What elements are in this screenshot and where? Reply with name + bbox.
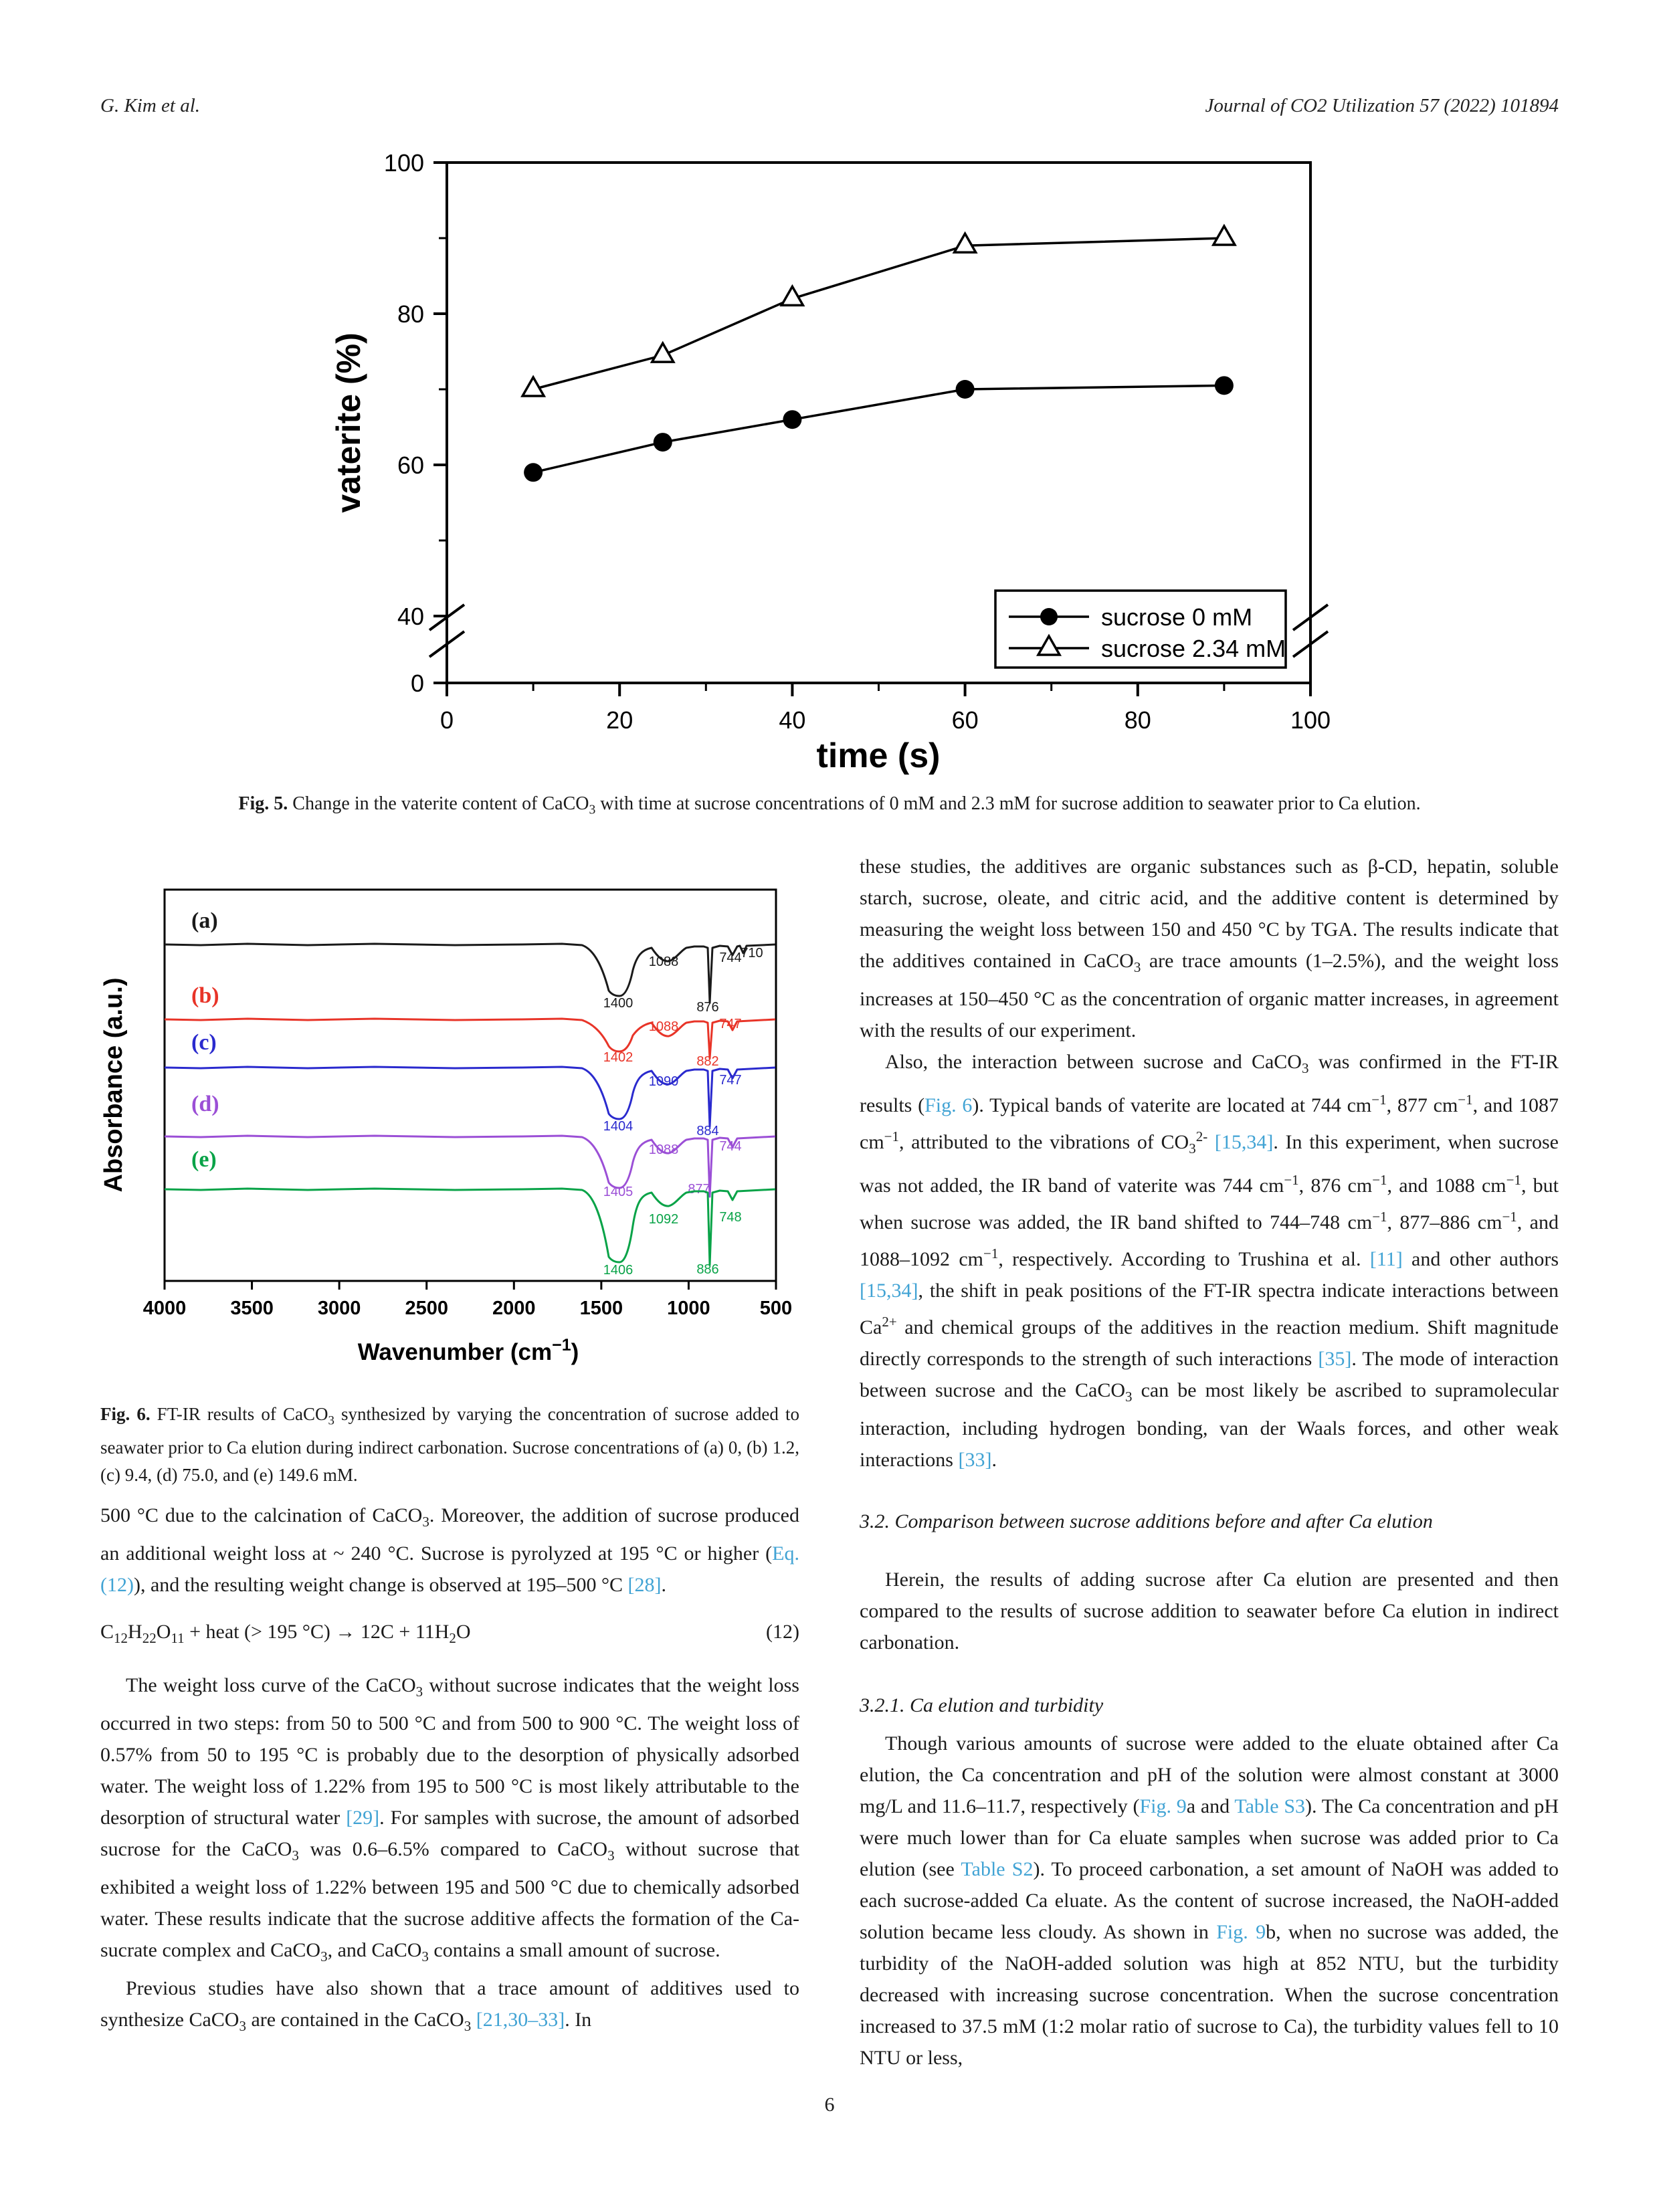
spectrum-curve	[165, 1019, 775, 1058]
x-tick-label: 80	[1124, 706, 1151, 734]
citation-link[interactable]: Fig. 9	[1139, 1795, 1187, 1817]
y-tick-label: 40	[397, 603, 424, 630]
spectrum-curve	[165, 944, 775, 1003]
peak-annotation: 1404	[603, 1119, 633, 1134]
peak-annotation: 876	[696, 1000, 719, 1015]
citation-link[interactable]: Table S3	[1234, 1795, 1306, 1817]
x-axis-title: Wavenumber $(cm^{-1})$	[357, 1336, 579, 1365]
x-tick-label: 2500	[405, 1298, 448, 1319]
citation-link[interactable]: Fig. 9	[1216, 1921, 1266, 1943]
page-number: 6	[824, 2094, 835, 2116]
peak-annotation: 1090	[648, 1074, 679, 1089]
left-paragraph-1: 500 °C due to the calcination of CaCO$_3$. Moreover, the addition of sucrose produced an additional weight loss at ~ 240 °C. Sucrose is pyrolyzed at 195 °C or higher (Eq. (12)), and the resulting weight change is observed at 195–500 °C [28].	[100, 1504, 799, 1596]
legend-label: sucrose 0 mM	[1101, 603, 1253, 631]
right-paragraph-1: these studies, the additives are organic substances such as β-CD, hepatin, soluble starch, sucrose, oleate, and citric acid, and the additive content is determined by measuring the weight loss between 150 and 450 °C by TGA. The results indicate that the additives contained in CaCO$_3$ are trace amounts (1–2.5%), and the weight loss increases at 150–450 °C as the concentration of organic matter increases, in agreement with the results of our experiment.	[860, 856, 1559, 1041]
x-tick-label: 1500	[579, 1298, 623, 1319]
x-axis-title: time (s)	[816, 736, 941, 775]
peak-annotation: 710	[741, 946, 763, 961]
x-tick-label: 500	[759, 1298, 793, 1319]
spectrum-curve	[165, 1067, 775, 1126]
peak-annotation: 882	[696, 1054, 719, 1069]
peak-annotation: 744	[719, 1139, 742, 1154]
y-tick-label: 0	[410, 670, 424, 697]
y-tick-label: 60	[397, 451, 424, 479]
left-paragraph-2: The weight loss curve of the CaCO$_3$ without sucrose indicates that the weight loss occurred in two steps: from 50 to 500 °C and from 500 to 900 °C. The weight loss of 0.57% from 50 to 195 °C is probably due to the desorption of physically adsorbed water. The weight loss of 1.22% from 195 to 500 °C is most likely attributable to the desorption of structural water [29]. For samples with sucrose, the amount of adsorbed sucrose for the CaCO$_3$ was 0.6–6.5% compared to CaCO$_3$ without sucrose that exhibited a weight loss of 1.22% between 195 and 500 °C due to chemically adsorbed water. These results indicate that the sucrose additive affects the formation of the Ca-sucrate complex and CaCO$_3$, and CaCO$_3$ contains a small amount of sucrose.	[100, 1674, 799, 1965]
equation-number: (12)	[766, 1621, 799, 1643]
y-tick-label: 100	[383, 149, 424, 177]
equation-12	[100, 1621, 799, 1647]
peak-annotation: 1402	[603, 1050, 633, 1065]
peak-annotation: 748	[719, 1210, 742, 1225]
legend-circle-marker	[1040, 608, 1058, 625]
citation-link[interactable]: [21,30–33]	[476, 2009, 565, 2031]
citation-link[interactable]: [35]	[1318, 1348, 1352, 1370]
peak-annotation: 1088	[648, 1142, 679, 1157]
citation-link[interactable]: [29]	[346, 1807, 380, 1829]
citation-link[interactable]: Fig. 6	[924, 1094, 973, 1116]
x-tick-label: 1000	[667, 1298, 710, 1319]
x-tick-label: 40	[779, 706, 806, 734]
spectrum-curve	[165, 1136, 775, 1197]
left-paragraph-3: Previous studies have also shown that a trace amount of additives used to synthesize CaCO$_3$ are contained in the CaCO$_3$ [21,30–33]. In	[100, 1977, 799, 2034]
series-line	[533, 238, 1224, 389]
spectrum-letter-label: (b)	[191, 983, 219, 1008]
peak-annotation: 747	[719, 1017, 742, 1031]
header-authors: G. Kim et al.	[100, 95, 201, 116]
spectrum-curve	[165, 1189, 775, 1265]
y-axis-title: vaterite (%)	[330, 332, 367, 513]
series-line	[533, 385, 1224, 472]
peak-annotation: 1406	[603, 1263, 633, 1278]
spectrum-letter-label: (e)	[191, 1147, 217, 1172]
citation-link[interactable]: [33]	[958, 1449, 992, 1471]
y-tick-label: 80	[397, 300, 424, 328]
section-heading-3-2: 3.2. Comparison between sucrose additions before and after Ca elution	[860, 1510, 1433, 1532]
citation-link[interactable]: [15,34]	[1214, 1131, 1274, 1153]
section-heading-3-2-1: 3.2.1. Ca elution and turbidity	[860, 1694, 1104, 1716]
peak-annotation: 744	[719, 950, 742, 965]
peak-annotation: 1088	[648, 1019, 679, 1034]
citation-link[interactable]: Eq. (12)	[100, 1542, 799, 1596]
triangle-marker	[1213, 226, 1235, 245]
citation-link[interactable]: [15,34]	[860, 1280, 918, 1302]
peak-annotation: 1092	[648, 1212, 679, 1227]
peak-annotation: 1405	[603, 1185, 633, 1199]
fig6-chart	[94, 876, 816, 1398]
spectrum-letter-label: (d)	[191, 1092, 219, 1116]
header-journal: Journal of CO2 Utilization 57 (2022) 101894	[1205, 95, 1559, 116]
x-tick-label: 3500	[230, 1298, 274, 1319]
peak-annotation: 884	[696, 1124, 719, 1138]
circle-marker	[654, 433, 672, 451]
triangle-marker	[955, 233, 976, 252]
spectrum-letter-label: (c)	[191, 1030, 217, 1055]
fig5-chart	[301, 130, 1345, 813]
x-tick-label: 0	[440, 706, 454, 734]
circle-marker	[524, 463, 543, 482]
citation-link[interactable]: Table S2	[961, 1858, 1034, 1880]
fig6-caption: Fig. 6. FT-IR results of CaCO$_3$ synthesized by varying the concentration of sucrose added to seawater prior to Ca elution during indirect carbonation. Sucrose concentrations of (a) 0, (b) 1.2, (c) 9.4, (d) 75.0, and (e) 149.6 mM.	[100, 1404, 799, 1486]
right-column	[860, 851, 1559, 2074]
x-tick-label: 2000	[492, 1298, 536, 1319]
right-paragraph-4: Though various amounts of sucrose were added to the eluate obtained after Ca elution, the Ca concentration and pH of the solution were almost constant at 3000 mg/L and 11.6–11.7, respectively (Fig. 9a and Table S3). The Ca concentration and pH were much lower than for Ca eluate samples when sucrose was added prior to Ca elution (see Table S2). To proceed carbonation, a set amount of NaOH was added to each sucrose-added Ca eluate. As the content of sucrose increased, the NaOH-added solution became less cloudy. As shown in Fig. 9b, when no sucrose was added, the turbidity of the NaOH-added solution was high at 852 NTU, but the turbidity decreased with increasing sucrose concentration. When the sucrose concentration increased to 37.5 mM (1:2 molar ratio of sucrose to Ca), the turbidity values fell to 10 NTU or less,	[860, 1732, 1559, 2069]
circle-marker	[783, 410, 801, 429]
x-tick-label: 60	[951, 706, 979, 734]
left-column	[100, 1500, 799, 2042]
citation-link[interactable]: [11]	[1369, 1248, 1403, 1270]
peak-annotation: 1400	[603, 996, 633, 1011]
right-paragraph-3: Herein, the results of adding sucrose after Ca elution are presented and then compared to the results of sucrose addition to seawater before Ca elution in indirect carbonation.	[860, 1569, 1559, 1653]
equation-formula: $C_{12}H_{22}O_{11}$ + heat (> 195 $^\circ C) \to 12C + 11H_2O$	[100, 1621, 471, 1646]
peak-annotation: 1088	[648, 954, 679, 969]
right-paragraph-2: Also, the interaction between sucrose and CaCO$_3$ was confirmed in the FT-IR results (Fig. 6). Typical bands of vaterite are located at 744 $cm^{-1}$, 877 $cm^{-1}$, and 1087 $cm^{-1}$, attributed to the vibrations of $CO_3^{2-}$ [15,34]. In this experiment, when sucrose was not added, the IR band of vaterite was 744 $cm^{-1}$, 876 $cm^{-1}$, and 1088 $cm^{-1}$, but when sucrose was added, the IR band shifted to 744–748 $cm^{-1}$, 877–886 $cm^{-1}$, and 1088–1092 $cm^{-1}$, respectively. According to Trushina et al. [11] and other authors [15,34], the shift in peak positions of the FT-IR spectra indicate interactions between $Ca^{2+}$ and chemical groups of the additives in the reaction medium. Shift magnitude directly corresponds to the strength of such interactions [35]. The mode of interaction between sucrose and the CaCO$_3$ can be most likely be ascribed to supramolecular interaction, including hydrogen bonding, van der Waals forces, and other weak interactions [33].	[860, 1051, 1559, 1471]
circle-marker	[1215, 376, 1234, 395]
x-tick-label: 100	[1290, 706, 1331, 734]
spectrum-letter-label: (a)	[191, 908, 218, 933]
peak-annotation: 747	[719, 1073, 742, 1088]
circle-marker	[956, 380, 975, 399]
x-tick-label: 20	[606, 706, 633, 734]
y-axis-title: Absorbance (a.u.)	[100, 977, 128, 1193]
fig5-caption: Fig. 5. Change in the vaterite content of CaCO$_3$ with time at sucrose concentrations of 0 mM and 2.3 mM for sucrose addition to seawater prior to Ca elution.	[238, 793, 1421, 817]
citation-link[interactable]: [28]	[627, 1574, 662, 1596]
x-tick-label: 3000	[317, 1298, 361, 1319]
legend-label: sucrose 2.34 mM	[1101, 635, 1286, 662]
peak-annotation: 886	[696, 1262, 719, 1277]
x-tick-label: 4000	[142, 1298, 187, 1319]
peak-annotation: 877	[688, 1182, 710, 1197]
